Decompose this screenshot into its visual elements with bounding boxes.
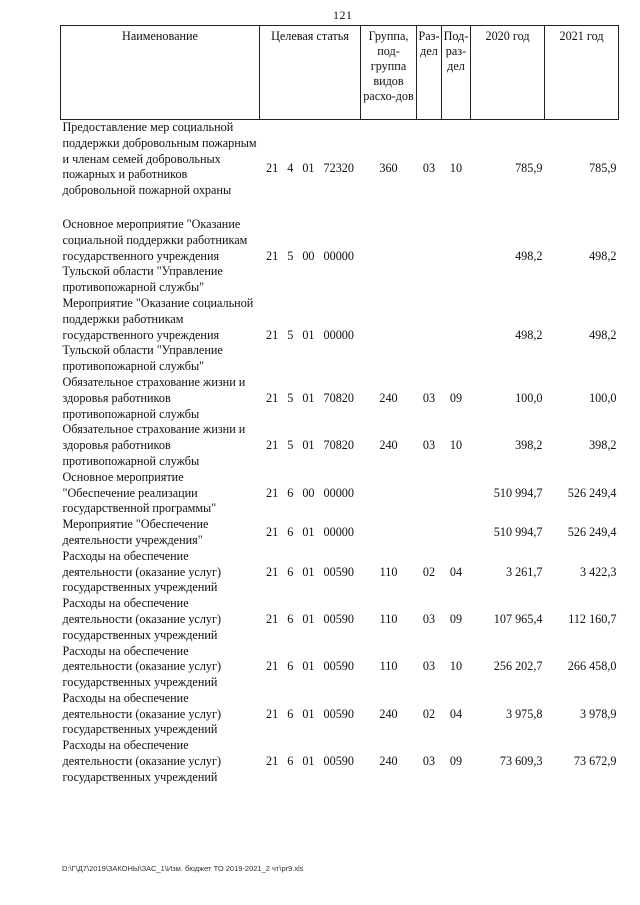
row-group: 240 — [379, 438, 398, 453]
row-group: 110 — [379, 564, 398, 579]
row-amount-2020: 785,9 — [515, 160, 543, 175]
row-subsection: 04 — [449, 564, 463, 579]
table-row — [61, 217, 619, 296]
target-code-part: 00000 — [323, 525, 354, 540]
target-code-part: 00000 — [323, 248, 354, 263]
row-subsection — [442, 470, 471, 517]
row-name: Основное мероприятие "Обеспечение реализации государственной программы" — [62, 469, 217, 516]
row-target-code — [260, 120, 361, 217]
row-subsection: 09 — [449, 611, 463, 626]
row-target-code — [260, 470, 361, 517]
row-target-code — [260, 422, 361, 469]
row-name: Мероприятие "Обеспечение деятельности учреждения" — [62, 517, 209, 547]
row-subsection: 09 — [449, 754, 463, 769]
target-code-part: 21 — [266, 564, 279, 579]
table-row — [61, 596, 619, 643]
target-code-part: 21 — [266, 248, 279, 263]
table-row — [61, 517, 619, 549]
row-name: Расходы на обеспечение деятельности (оказание услуг) государственных учреждений — [62, 738, 222, 784]
target-code-part: 21 — [266, 438, 279, 453]
target-code-part: 01 — [302, 525, 315, 540]
row-target-code — [260, 644, 361, 691]
row-amount-2021: 498,2 — [589, 327, 617, 342]
target-code-part: 21 — [266, 611, 279, 626]
target-code-part: 6 — [287, 611, 294, 626]
target-code-part: 5 — [287, 438, 294, 453]
row-subsection: 04 — [449, 706, 463, 721]
file-path-footer: D:\Г\Д7\2019\ЗАКОНЫ\ЗАС_1\Изм. бюджет ТО 2019-2021_2 чт\pr9.xls — [62, 864, 304, 873]
target-code-part: 01 — [302, 390, 315, 405]
target-code-part: 00000 — [323, 485, 354, 500]
target-code-part: 6 — [287, 754, 294, 769]
target-code-part: 21 — [266, 160, 279, 175]
target-code-part: 01 — [302, 754, 315, 769]
row-amount-2020: 398,2 — [515, 438, 543, 453]
header-group: Группа, под-группа видов расхо-дов — [361, 26, 417, 120]
row-name: Предоставление мер социальной поддержки добровольным пожарным и членам семей добровольных пожарных и работников добровольной пожарной охраны — [62, 120, 257, 198]
target-code-part: 00 — [302, 485, 315, 500]
row-section: 03 — [422, 390, 436, 405]
header-2020: 2020 год — [471, 26, 545, 120]
row-target-code — [260, 549, 361, 596]
row-section: 03 — [422, 659, 436, 674]
target-code-part: 00590 — [323, 564, 354, 579]
row-name: Основное мероприятие "Оказание социальной поддержки работникам государственного учреждения Тульской области "Управление противопожарной службы" — [62, 216, 248, 295]
row-target-code — [260, 517, 361, 549]
target-code-part: 00590 — [323, 706, 354, 721]
table-row — [61, 470, 619, 517]
row-group — [361, 217, 417, 296]
row-name: Расходы на обеспечение деятельности (оказание услуг) государственных учреждений — [62, 643, 222, 690]
row-subsection: 10 — [449, 659, 463, 674]
row-subsection — [442, 217, 471, 296]
target-code-part: 00590 — [323, 611, 354, 626]
row-section: 03 — [422, 438, 436, 453]
table-row — [61, 691, 619, 738]
row-amount-2020: 100,0 — [515, 390, 543, 405]
row-group: 110 — [379, 611, 398, 626]
target-code-part: 21 — [266, 659, 279, 674]
target-code-part: 5 — [287, 390, 294, 405]
row-group: 240 — [379, 706, 398, 721]
row-subsection — [442, 517, 471, 549]
row-section: 03 — [422, 611, 436, 626]
target-code-part: 01 — [302, 438, 315, 453]
table-body — [61, 120, 619, 786]
target-code-part: 21 — [266, 754, 279, 769]
header-section: Раз-дел — [417, 26, 442, 120]
table-row — [61, 644, 619, 691]
table-header-row — [61, 26, 619, 120]
table-row — [61, 375, 619, 422]
row-section — [417, 296, 442, 375]
target-code-part: 01 — [302, 611, 315, 626]
row-name: Расходы на обеспечение деятельности (оказание услуг) государственных учреждений — [62, 596, 222, 642]
row-amount-2021: 498,2 — [589, 248, 617, 263]
row-amount-2021: 3 978,9 — [579, 706, 617, 721]
header-2021: 2021 год — [545, 26, 619, 120]
header-name: Наименование — [61, 26, 260, 120]
row-target-code — [260, 217, 361, 296]
row-group: 240 — [379, 390, 398, 405]
row-subsection: 10 — [449, 160, 463, 175]
target-code-part: 6 — [287, 485, 294, 500]
row-group — [361, 517, 417, 549]
target-code-part: 21 — [266, 390, 279, 405]
row-section: 03 — [422, 754, 436, 769]
target-code-part: 6 — [287, 525, 294, 540]
row-group: 240 — [379, 754, 398, 769]
target-code-part: 00 — [302, 248, 315, 263]
target-code-part: 01 — [302, 160, 315, 175]
table-row — [61, 422, 619, 469]
row-amount-2021: 785,9 — [589, 160, 617, 175]
row-amount-2020: 256 202,7 — [493, 659, 543, 674]
target-code-part: 6 — [287, 659, 294, 674]
row-amount-2021: 526 249,4 — [567, 525, 617, 540]
table-row — [61, 120, 619, 217]
target-code-part: 6 — [287, 706, 294, 721]
row-subsection: 09 — [449, 390, 463, 405]
row-amount-2020: 107 965,4 — [493, 611, 543, 626]
row-target-code — [260, 296, 361, 375]
target-code-part: 21 — [266, 525, 279, 540]
row-group — [361, 296, 417, 375]
table-row — [61, 738, 619, 785]
budget-table — [60, 25, 619, 786]
target-code-part: 00590 — [323, 754, 354, 769]
target-code-part: 00590 — [323, 659, 354, 674]
row-amount-2020: 73 609,3 — [499, 754, 543, 769]
page-number: 121 — [333, 8, 353, 22]
target-code-part: 21 — [266, 485, 279, 500]
target-code-part: 72320 — [323, 160, 354, 175]
row-amount-2021: 112 160,7 — [568, 611, 617, 626]
row-amount-2021: 398,2 — [589, 438, 617, 453]
table-row — [61, 549, 619, 596]
row-section — [417, 470, 442, 517]
row-name: Мероприятие "Оказание социальной поддержки работникам государственного учреждения Тульской области "Управление противопожарной службы" — [62, 295, 254, 374]
row-target-code — [260, 596, 361, 643]
target-code-part: 01 — [302, 659, 315, 674]
target-code-part: 01 — [302, 327, 315, 342]
row-section — [417, 217, 442, 296]
target-code-part: 5 — [287, 248, 294, 263]
header-target: Целевая статья — [260, 26, 361, 120]
row-amount-2020: 3 975,8 — [505, 706, 543, 721]
row-target-code — [260, 691, 361, 738]
target-code-part: 70820 — [323, 390, 354, 405]
row-name: Расходы на обеспечение деятельности (оказание услуг) государственных учреждений — [62, 690, 222, 737]
row-subsection: 10 — [449, 438, 463, 453]
row-amount-2020: 3 261,7 — [505, 564, 543, 579]
row-amount-2021: 526 249,4 — [567, 485, 617, 500]
row-section: 03 — [422, 160, 436, 175]
row-target-code — [260, 375, 361, 422]
row-target-code — [260, 738, 361, 785]
row-group: 110 — [379, 659, 398, 674]
table-row — [61, 296, 619, 375]
target-code-part: 21 — [266, 706, 279, 721]
row-amount-2021: 100,0 — [589, 390, 617, 405]
row-section: 02 — [422, 564, 436, 579]
target-code-part: 4 — [287, 160, 294, 175]
row-name: Обязательное страхование жизни и здоровья работников противопожарной службы — [62, 422, 246, 468]
target-code-part: 6 — [287, 564, 294, 579]
header-subsection: Под-раз-дел — [442, 26, 471, 120]
row-subsection — [442, 296, 471, 375]
target-code-part: 01 — [302, 564, 315, 579]
target-code-part: 21 — [266, 327, 279, 342]
target-code-part: 00000 — [323, 327, 354, 342]
row-group: 360 — [379, 160, 398, 175]
row-name: Расходы на обеспечение деятельности (оказание услуг) государственных учреждений — [62, 548, 222, 595]
row-section — [417, 517, 442, 549]
target-code-part: 70820 — [323, 438, 354, 453]
row-amount-2021: 73 672,9 — [573, 754, 617, 769]
row-name: Обязательное страхование жизни и здоровья работников противопожарной службы — [62, 374, 246, 421]
row-amount-2020: 510 994,7 — [493, 485, 543, 500]
row-amount-2021: 3 422,3 — [579, 564, 617, 579]
target-code-part: 5 — [287, 327, 294, 342]
target-code-part: 01 — [302, 706, 315, 721]
row-amount-2020: 498,2 — [515, 248, 543, 263]
row-amount-2020: 510 994,7 — [493, 525, 543, 540]
row-amount-2020: 498,2 — [515, 327, 543, 342]
row-amount-2021: 266 458,0 — [567, 659, 617, 674]
row-group — [361, 470, 417, 517]
row-section: 02 — [422, 706, 436, 721]
